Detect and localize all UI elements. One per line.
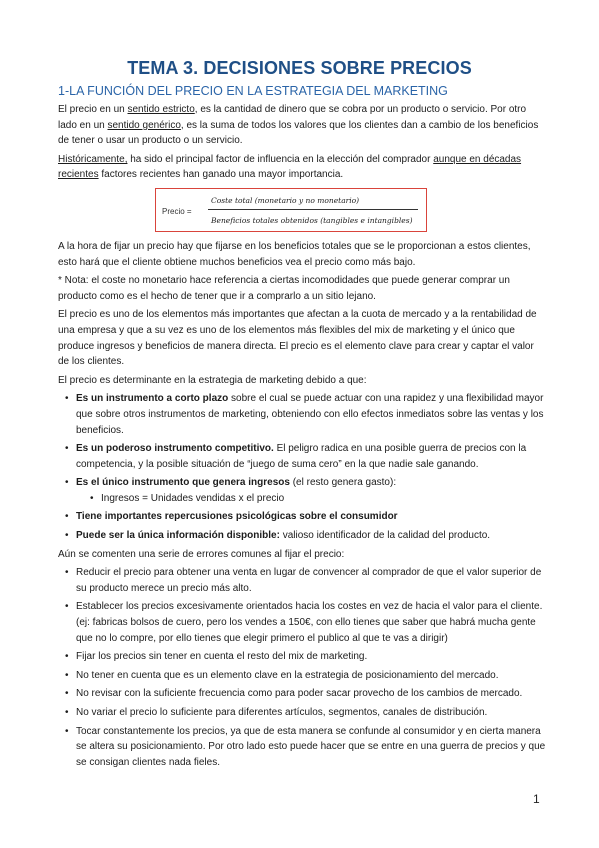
- paragraph-errors-intro: Aún se comenten una serie de errores comunes al fijar el precio:: [58, 548, 345, 560]
- list-item: • Fijar los precios sin tener en cuenta el resto del mix de marketing.: [58, 649, 546, 665]
- paragraph-determinant: El precio es determinante en la estrategia de marketing debido a que:: [58, 374, 367, 386]
- reasons-list: [58, 391, 546, 543]
- list-item: • Reducir el precio para obtener una venta en lugar de convencer al comprador de que el valor superior de su producto merece un precio más alto.: [58, 565, 546, 596]
- paragraph-note: * Nota: el coste no monetario hace referencia a ciertas incomodidades que puede generar comprar un producto como es el hecho de tener que ir a comprarlo a un sitio lejano.: [58, 275, 510, 302]
- formula-fraction-line: [208, 209, 418, 210]
- document-title: TEMA 3. DECISIONES SOBRE PRECIOS: [127, 58, 472, 78]
- list-item: • No tener en cuenta que es un elemento clave en la estrategia de posicionamiento del mercado.: [58, 668, 546, 684]
- paragraph-benefits: A la hora de fijar un precio hay que fijarse en los beneficios totales que se le proporcionan a estos clientes, esto hará que el cliente obtiene muchos beneficios vea el precio como más bajo.: [58, 240, 531, 268]
- list-item: • Establecer los precios excesivamente orientados hacia los costes en vez de hacia el valor para el cliente. (ej: fabricas bolsos de cuero, pero los vendes a 150€, con ello tienes que saber que habrá mucha gente que no lo compre, por ello tienes que elegir primero el publico al que te vas a dirigir): [58, 599, 546, 646]
- list-item: • Es un instrumento a corto plazo sobre el cual se puede actuar con una rapidez y una flexibilidad mayor que sobre otros instrumentos de marketing, obteniendo con ello efectos inmediatos sobre las ventas y los beneficios.: [58, 391, 546, 438]
- paragraph-importance: El precio es uno de los elementos más importantes que afectan a la cuota de mercado y a la rentabilidad de una empresa y que a su vez es uno de los elementos más flexibles del mix de marketing y el único que produce ingresos y beneficios de manera directa. El precio es el elemento clave para crear y captar el valor de los clientes.: [58, 309, 537, 368]
- price-formula-image: [155, 188, 427, 232]
- sub-list-item: • Ingresos = Unidades vendidas x el precio: [76, 491, 546, 507]
- formula-label: Precio =: [162, 206, 192, 216]
- term-decadas-recientes: aunque en décadas recientes: [58, 153, 522, 181]
- section-heading: 1-LA FUNCIÓN DEL PRECIO EN LA ESTRATEGIA DEL MARKETING: [58, 84, 448, 98]
- list-item: • Es el único instrumento que genera ingresos (el resto genera gasto): • Ingresos = Unidades vendidas x el precio: [58, 475, 546, 506]
- term-sentido-estricto: sentido estricto: [127, 104, 195, 115]
- document-body: [58, 102, 546, 773]
- list-item: • Puede ser la única información disponible: valioso identificador de la calidad del producto.: [58, 528, 546, 544]
- list-item: • No variar el precio lo suficiente para diferentes artículos, segmentos, canales de distribución.: [58, 705, 546, 721]
- term-historicamente: Históricamente,: [58, 153, 128, 165]
- formula-numerator: Coste total (monetario y no monetario): [211, 195, 360, 205]
- sub-list: [76, 491, 546, 507]
- list-item: • Tiene importantes repercusiones psicológicas sobre el consumidor: [58, 509, 546, 525]
- paragraph-definition: El precio en un sentido estricto, es la cantidad de dinero que se cobra por un producto o servicio. Por otro lado en un sentido genérico, es la suma de todos los valores que los clientes dan a cambio de los beneficios de tener o usar un producto o un servicio.: [58, 104, 539, 147]
- paragraph-historical: Históricamente, ha sido el principal factor de influencia en la elección del comprador aunque en décadas recientes factores recientes han ganado una mayor importancia.: [58, 153, 522, 181]
- term-sentido-generico: sentido genérico: [107, 119, 181, 131]
- list-item: • No revisar con la suficiente frecuencia como para poder sacar provecho de los cambios de mercado.: [58, 686, 546, 702]
- list-item: • Es un poderoso instrumento competitivo. El peligro radica en una posible guerra de precios con la competencia, y la posible situación de “juego de suma cero” en la que nadie sale ganando.: [58, 441, 546, 472]
- errors-list: [58, 565, 546, 770]
- list-item: • Tocar constantemente los precios, ya que de esta manera se confunde al consumidor y en cierta manera se altera su posicionamiento. Por otro lado esto puede hacer que se entre en una guerra de precios y que se consigan clientes nada fieles.: [58, 724, 546, 771]
- formula-denominator: Beneficios totales obtenidos (tangibles e intangibles): [211, 215, 413, 225]
- page-number: 1: [533, 792, 540, 806]
